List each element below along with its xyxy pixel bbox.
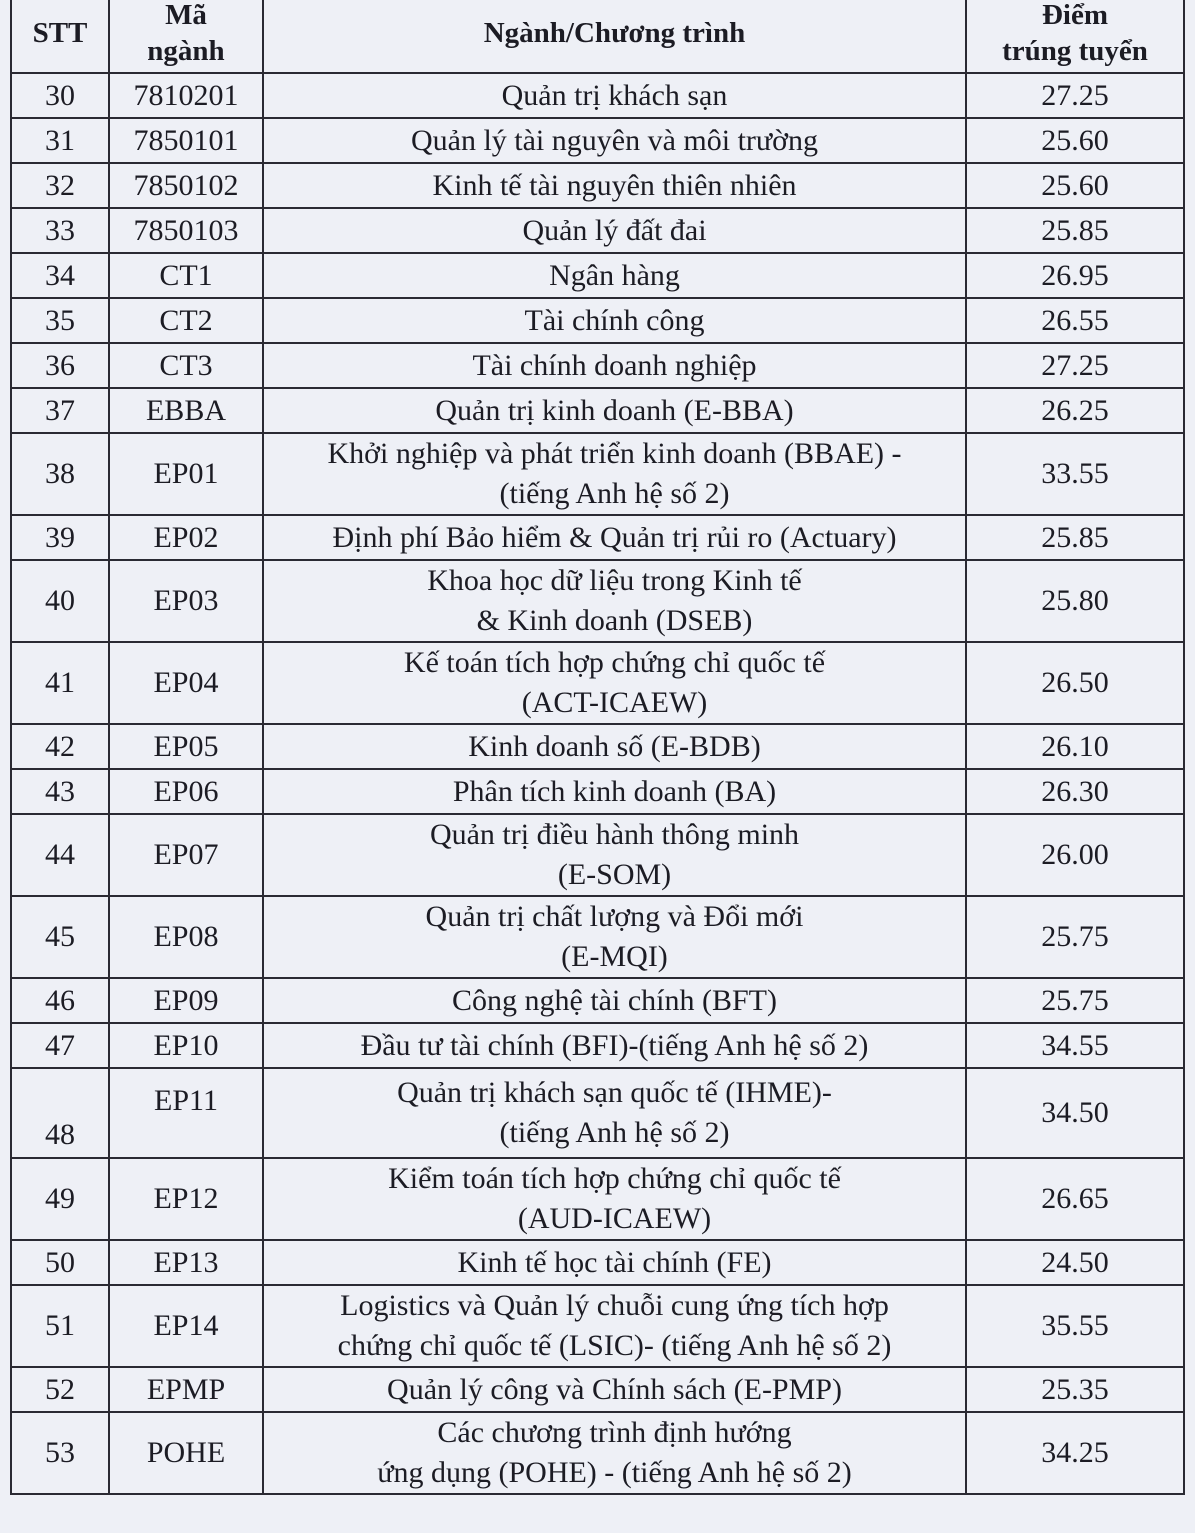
cell-code: 7850103 bbox=[109, 208, 263, 253]
cell-code: CT2 bbox=[109, 298, 263, 343]
cell-program-name bbox=[263, 73, 966, 118]
program-name-line: ứng dụng (POHE) - (tiếng Anh hệ số 2) bbox=[377, 1456, 852, 1489]
cell-code: EPMP bbox=[109, 1367, 263, 1412]
cell-program-name bbox=[263, 1367, 966, 1412]
cell-score: 25.85 bbox=[966, 208, 1184, 253]
cell-code: EP03 bbox=[109, 560, 263, 642]
cell-program-name bbox=[263, 769, 966, 814]
cell-program-name bbox=[263, 724, 966, 769]
cell-score: 26.00 bbox=[966, 814, 1184, 896]
cell-program-name bbox=[263, 1285, 966, 1367]
cell-program-name bbox=[263, 388, 966, 433]
program-name-line: Định phí Bảo hiểm & Quản trị rủi ro (Actuary) bbox=[332, 520, 897, 554]
cell-program-name bbox=[263, 515, 966, 560]
cell-stt: 39 bbox=[11, 515, 109, 560]
program-name-line: Các chương trình định hướng bbox=[437, 1416, 792, 1449]
program-name-line: (tiếng Anh hệ số 2) bbox=[499, 1116, 730, 1149]
table-row bbox=[11, 560, 1184, 642]
cell-stt: 43 bbox=[11, 769, 109, 814]
table-row bbox=[11, 896, 1184, 978]
program-name-line: Quản lý công và Chính sách (E-PMP) bbox=[387, 1372, 842, 1406]
cell-code: EP14 bbox=[109, 1285, 263, 1367]
cell-code: CT3 bbox=[109, 343, 263, 388]
cell-stt: 42 bbox=[11, 724, 109, 769]
table-body bbox=[11, 73, 1184, 1494]
program-name-line: Quản trị chất lượng và Đổi mới bbox=[425, 900, 804, 933]
cell-stt: 32 bbox=[11, 163, 109, 208]
cell-code: EP01 bbox=[109, 433, 263, 515]
header-score-line1: Điểm bbox=[1041, 0, 1109, 31]
cell-score: 26.95 bbox=[966, 253, 1184, 298]
program-name-line: Tài chính công bbox=[524, 303, 705, 337]
cell-score: 26.10 bbox=[966, 724, 1184, 769]
table-row bbox=[11, 1158, 1184, 1240]
cell-code: 7850101 bbox=[109, 118, 263, 163]
cell-program-name bbox=[263, 814, 966, 896]
cell-program-name bbox=[263, 642, 966, 724]
cell-code: EP09 bbox=[109, 978, 263, 1023]
cell-score: 25.75 bbox=[966, 896, 1184, 978]
cell-score: 33.55 bbox=[966, 433, 1184, 515]
program-name-line: Ngân hàng bbox=[549, 258, 680, 292]
cell-program-name bbox=[263, 560, 966, 642]
program-name-line: Kinh tế học tài chính (FE) bbox=[457, 1245, 772, 1279]
program-name-line: & Kinh doanh (DSEB) bbox=[476, 604, 753, 637]
cell-score: 25.75 bbox=[966, 978, 1184, 1023]
cell-program-name bbox=[263, 163, 966, 208]
program-name-line: Công nghệ tài chính (BFT) bbox=[452, 983, 777, 1017]
cell-code: EP12 bbox=[109, 1158, 263, 1240]
table-row bbox=[11, 1367, 1184, 1412]
cell-stt: 31 bbox=[11, 118, 109, 163]
cell-program-name bbox=[263, 1412, 966, 1494]
table-row bbox=[11, 388, 1184, 433]
cell-stt: 38 bbox=[11, 433, 109, 515]
header-score bbox=[966, 0, 1184, 73]
program-name-line: (E-SOM) bbox=[557, 858, 672, 891]
table-row bbox=[11, 433, 1184, 515]
cell-score: 34.25 bbox=[966, 1412, 1184, 1494]
program-name-line: Khoa học dữ liệu trong Kinh tế bbox=[427, 564, 802, 597]
table-row bbox=[11, 724, 1184, 769]
cell-code: EP04 bbox=[109, 642, 263, 724]
cell-stt: 36 bbox=[11, 343, 109, 388]
cell-program-name bbox=[263, 118, 966, 163]
cell-stt: 37 bbox=[11, 388, 109, 433]
cell-score: 26.50 bbox=[966, 642, 1184, 724]
table-row bbox=[11, 343, 1184, 388]
header-score-line2: trúng tuyển bbox=[1002, 35, 1148, 67]
table-row bbox=[11, 769, 1184, 814]
table-row bbox=[11, 118, 1184, 163]
cell-program-name bbox=[263, 253, 966, 298]
cell-stt: 51 bbox=[11, 1285, 109, 1367]
cell-score: 25.60 bbox=[966, 163, 1184, 208]
cell-code: POHE bbox=[109, 1412, 263, 1494]
cell-score: 25.35 bbox=[966, 1367, 1184, 1412]
table-row bbox=[11, 73, 1184, 118]
table-row bbox=[11, 642, 1184, 724]
cell-code: CT1 bbox=[109, 253, 263, 298]
program-name-line: (tiếng Anh hệ số 2) bbox=[499, 477, 730, 510]
cell-program-name bbox=[263, 1023, 966, 1068]
table-row bbox=[11, 1023, 1184, 1068]
table-row bbox=[11, 208, 1184, 253]
cell-score: 26.30 bbox=[966, 769, 1184, 814]
cell-score: 27.25 bbox=[966, 73, 1184, 118]
table-row bbox=[11, 1412, 1184, 1494]
cell-score: 34.50 bbox=[966, 1068, 1184, 1158]
cell-stt: 48 bbox=[11, 1068, 109, 1158]
program-name-line: chứng chỉ quốc tế (LSIC)- (tiếng Anh hệ số 2) bbox=[337, 1329, 892, 1362]
cell-stt: 45 bbox=[11, 896, 109, 978]
table-row bbox=[11, 163, 1184, 208]
program-name-line: Khởi nghiệp và phát triển kinh doanh (BBAE) - bbox=[327, 437, 902, 470]
table-row bbox=[11, 515, 1184, 560]
program-name-line: Kế toán tích hợp chứng chỉ quốc tế bbox=[403, 646, 826, 679]
program-name-line: Phân tích kinh doanh (BA) bbox=[452, 774, 777, 808]
header-code-line1: Mã bbox=[165, 0, 207, 31]
cell-code: EP06 bbox=[109, 769, 263, 814]
cell-stt: 40 bbox=[11, 560, 109, 642]
table-row bbox=[11, 1068, 1184, 1158]
table-row bbox=[11, 1240, 1184, 1285]
cell-code: EP08 bbox=[109, 896, 263, 978]
cell-score: 26.25 bbox=[966, 388, 1184, 433]
cell-score: 25.80 bbox=[966, 560, 1184, 642]
cell-stt: 44 bbox=[11, 814, 109, 896]
program-name-line: Quản lý tài nguyên và môi trường bbox=[410, 123, 819, 157]
cell-program-name bbox=[263, 896, 966, 978]
program-name-line: Quản trị khách sạn bbox=[501, 78, 728, 112]
program-name-line: Quản trị khách sạn quốc tế (IHME)- bbox=[397, 1076, 832, 1109]
cell-stt: 50 bbox=[11, 1240, 109, 1285]
cell-stt: 35 bbox=[11, 298, 109, 343]
program-name-line: (E-MQI) bbox=[561, 940, 668, 973]
program-name-line: Quản trị điều hành thông minh bbox=[429, 818, 800, 851]
table-row bbox=[11, 978, 1184, 1023]
program-name-line: (AUD-ICAEW) bbox=[517, 1202, 712, 1235]
program-name-line: Đầu tư tài chính (BFI)-(tiếng Anh hệ số 2) bbox=[360, 1028, 869, 1062]
table-row bbox=[11, 814, 1184, 896]
cell-code: EP13 bbox=[109, 1240, 263, 1285]
cell-score: 27.25 bbox=[966, 343, 1184, 388]
header-stt: STT bbox=[11, 0, 109, 73]
cell-score: 25.85 bbox=[966, 515, 1184, 560]
cell-program-name bbox=[263, 1158, 966, 1240]
program-name-line: Logistics và Quản lý chuỗi cung ứng tích hợp bbox=[340, 1289, 889, 1322]
table-row bbox=[11, 253, 1184, 298]
program-name-line: Quản lý đất đai bbox=[522, 213, 707, 247]
cell-code: 7850102 bbox=[109, 163, 263, 208]
cell-program-name bbox=[263, 433, 966, 515]
cell-code: 7810201 bbox=[109, 73, 263, 118]
cell-stt: 33 bbox=[11, 208, 109, 253]
table-row bbox=[11, 1285, 1184, 1367]
program-name-line: Kinh doanh số (E-BDB) bbox=[468, 729, 761, 763]
cell-score: 34.55 bbox=[966, 1023, 1184, 1068]
header-code-line2: ngành bbox=[147, 35, 225, 67]
program-name-line: Kinh tế tài nguyên thiên nhiên bbox=[432, 168, 797, 202]
cell-code: EP05 bbox=[109, 724, 263, 769]
program-name-line: (ACT-ICAEW) bbox=[521, 686, 708, 719]
table-header-row bbox=[11, 0, 1184, 73]
table-row bbox=[11, 298, 1184, 343]
cell-program-name bbox=[263, 298, 966, 343]
cell-program-name bbox=[263, 343, 966, 388]
cell-stt: 52 bbox=[11, 1367, 109, 1412]
program-name-line: Tài chính doanh nghiệp bbox=[472, 348, 757, 382]
cell-program-name bbox=[263, 978, 966, 1023]
cell-code: EP11 bbox=[109, 1068, 263, 1158]
cell-stt: 53 bbox=[11, 1412, 109, 1494]
cell-code: EP02 bbox=[109, 515, 263, 560]
cell-program-name bbox=[263, 208, 966, 253]
cell-stt: 34 bbox=[11, 253, 109, 298]
admission-scores-table bbox=[10, 0, 1185, 1495]
cell-stt: 49 bbox=[11, 1158, 109, 1240]
cell-score: 26.55 bbox=[966, 298, 1184, 343]
cell-score: 24.50 bbox=[966, 1240, 1184, 1285]
cell-code: EP07 bbox=[109, 814, 263, 896]
cell-score: 35.55 bbox=[966, 1285, 1184, 1367]
cell-stt: 30 bbox=[11, 73, 109, 118]
header-program-name: Ngành/Chương trình bbox=[263, 0, 966, 73]
cell-stt: 46 bbox=[11, 978, 109, 1023]
cell-stt: 47 bbox=[11, 1023, 109, 1068]
program-name-line: Kiểm toán tích hợp chứng chỉ quốc tế bbox=[388, 1162, 841, 1195]
cell-score: 25.60 bbox=[966, 118, 1184, 163]
cell-code: EBBA bbox=[109, 388, 263, 433]
cell-score: 26.65 bbox=[966, 1158, 1184, 1240]
cell-code: EP10 bbox=[109, 1023, 263, 1068]
cell-program-name bbox=[263, 1068, 966, 1158]
cell-stt: 41 bbox=[11, 642, 109, 724]
cell-program-name bbox=[263, 1240, 966, 1285]
program-name-line: Quản trị kinh doanh (E-BBA) bbox=[435, 393, 794, 427]
header-code bbox=[109, 0, 263, 73]
